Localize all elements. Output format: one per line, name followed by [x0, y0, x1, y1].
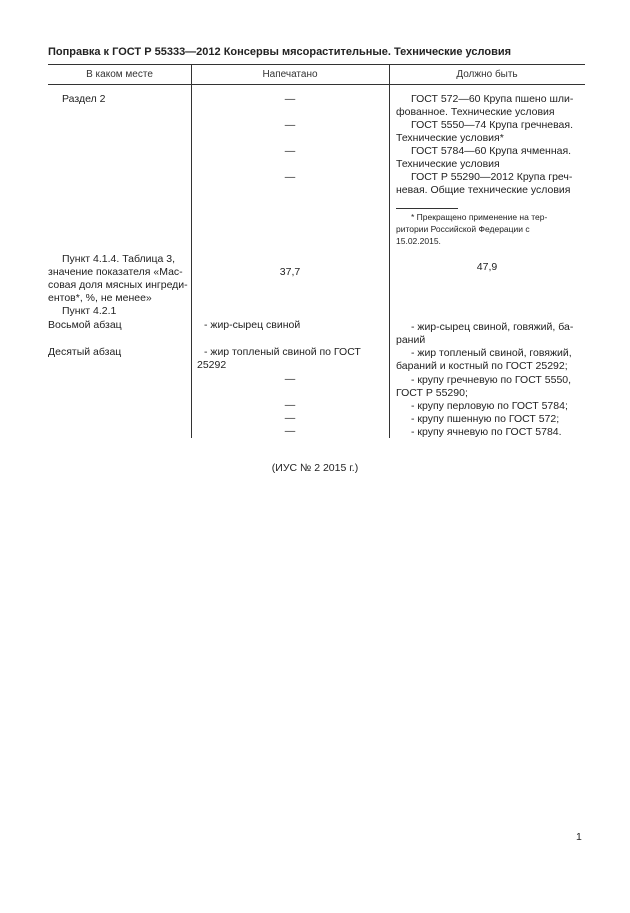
column-divider-2 — [389, 64, 390, 438]
document-title: Поправка к ГОСТ Р 55333—2012 Консервы мясорастительные. Технические условия — [48, 46, 512, 58]
row4-printed-dash: — — [284, 412, 296, 424]
issue-note: (ИУС № 2 2015 г.) — [271, 462, 359, 474]
row4-should-line: - крупу перловую по ГОСТ 5784; — [411, 400, 568, 412]
row2-where-line: Пункт 4.2.1 — [62, 305, 117, 317]
row2-printed-value: 37,7 — [279, 266, 301, 278]
row3-printed: - жир-сырец свиной — [204, 319, 301, 331]
footnote-line: * Прекращено применение на тер- — [411, 212, 548, 222]
header-should: Должно быть — [456, 69, 518, 80]
row1-printed-dash: — — [284, 145, 296, 157]
row1-where: Раздел 2 — [62, 93, 106, 105]
row4-should-line: ГОСТ Р 55290; — [396, 387, 468, 399]
row1-should-line: ГОСТ 572—60 Крупа пшено шли- — [411, 93, 574, 105]
row3-should-line: - жир-сырец свиной, говяжий, ба- — [411, 321, 574, 333]
footnote-line: 15.02.2015. — [396, 236, 441, 246]
row1-should-line: невая. Общие технические условия — [396, 184, 571, 196]
row2-should-value: 47,9 — [476, 261, 498, 273]
row4-printed-dash: — — [284, 425, 296, 437]
row4-printed-dash: — — [284, 399, 296, 411]
row3-should-line: раний — [396, 334, 426, 346]
row2-where-line: Пункт 4.1.4. Таблица 3, — [62, 253, 176, 265]
row4-printed-line: - жир топленый свиной по ГОСТ — [204, 346, 361, 358]
row1-should-line: ГОСТ Р 55290—2012 Крупа греч- — [411, 171, 573, 183]
row1-should-line: Технические условия* — [396, 132, 504, 144]
page-number: 1 — [576, 831, 582, 843]
row1-printed-dash: — — [284, 171, 296, 183]
table-top-rule — [48, 64, 585, 65]
row1-printed-dash: — — [284, 93, 296, 105]
row4-printed-line: 25292 — [197, 359, 227, 371]
row1-should-line: Технические условия — [396, 158, 500, 170]
row2-where-line: значение показателя «Мас- — [48, 266, 183, 278]
row4-should-line: бараний и костный по ГОСТ 25292; — [396, 360, 568, 372]
row1-printed-dash: — — [284, 119, 296, 131]
row4-where: Десятый абзац — [48, 346, 122, 358]
row2-where-line: совая доля мясных ингреди- — [48, 279, 188, 291]
row4-should-line: - жир топленый свиной, говяжий, — [411, 347, 572, 359]
row1-should-line: ГОСТ 5784—60 Крупа ячменная. — [411, 145, 572, 157]
row2-where-line: ентов*, %, не менее» — [48, 292, 152, 304]
row4-should-line: - крупу пшенную по ГОСТ 572; — [411, 413, 560, 425]
footnote-separator — [396, 208, 458, 209]
footnote-line: ритории Российской Федерации с — [396, 224, 530, 234]
row1-should-line: фованное. Технические условия — [396, 106, 555, 118]
row4-should-line: - крупу гречневую по ГОСТ 5550, — [411, 374, 572, 386]
header-printed: Напечатано — [262, 69, 318, 80]
table-header-rule — [48, 84, 585, 85]
row3-where: Восьмой абзац — [48, 319, 122, 331]
header-where: В каком месте — [86, 69, 153, 80]
row4-printed-dash: — — [284, 373, 296, 385]
row4-should-line: - крупу ячневую по ГОСТ 5784. — [411, 426, 562, 438]
row1-should-line: ГОСТ 5550—74 Крупа гречневая. — [411, 119, 573, 131]
